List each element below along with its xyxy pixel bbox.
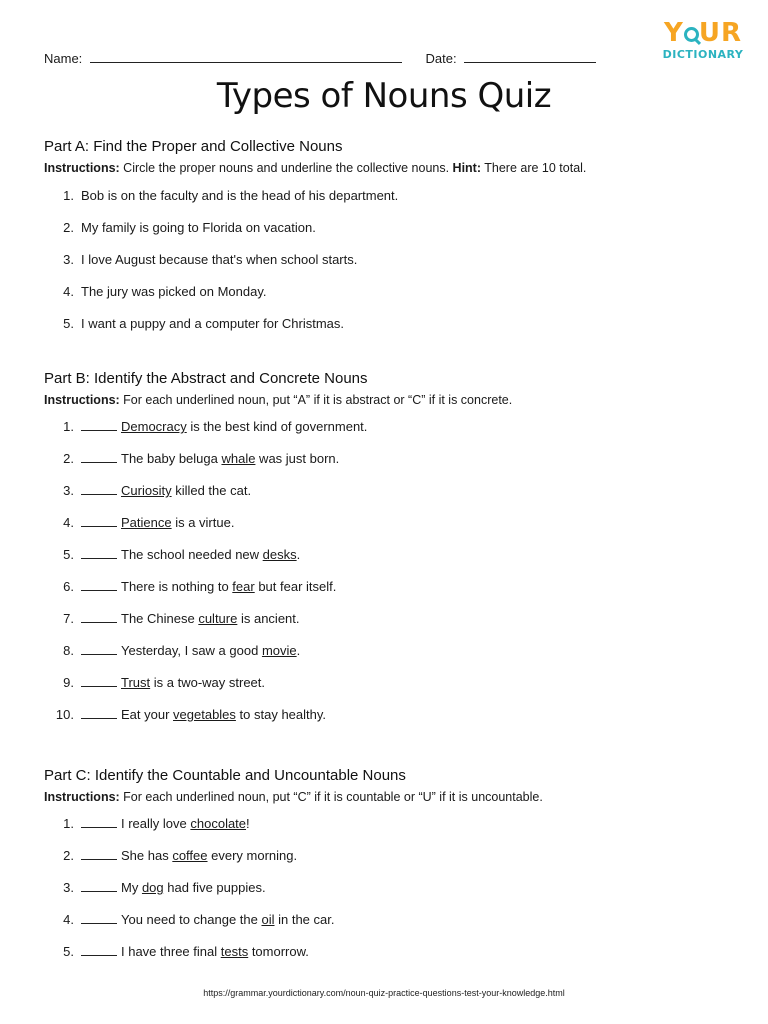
- item-number: 2.: [63, 848, 74, 863]
- item-text: [81, 707, 326, 722]
- sentence-after: !: [246, 816, 250, 831]
- item-number: 7.: [63, 611, 74, 626]
- list-item: [44, 419, 734, 451]
- sentence-before: My: [121, 880, 142, 895]
- part-b-section: [44, 370, 734, 739]
- item-text: [81, 643, 300, 658]
- underlined-noun: desks: [262, 547, 297, 562]
- date-label: Date:: [425, 51, 457, 66]
- item-text: [81, 579, 336, 594]
- sentence-after: had five puppies.: [163, 880, 266, 895]
- sentence-before: I have three final: [121, 944, 221, 959]
- logo-dictionary: DICTIONARY: [662, 48, 744, 61]
- part-b-heading: Part B: Identify the Abstract and Concrete Nouns: [44, 370, 368, 387]
- sentence-before: There is nothing to: [121, 579, 233, 594]
- sentence-before: I really love: [121, 816, 191, 831]
- underlined-noun: chocolate: [190, 816, 247, 831]
- list-item: [44, 188, 734, 220]
- underlined-noun: Trust: [121, 675, 151, 690]
- underlined-noun: coffee: [172, 848, 208, 863]
- sentence-after: is the best kind of government.: [186, 419, 368, 434]
- item-text: [81, 912, 334, 927]
- sentence-before: The school needed new: [121, 547, 263, 562]
- item-text: [81, 944, 309, 959]
- footer-url[interactable]: https://grammar.yourdictionary.com/noun-quiz-practice-questions-test-your-knowledge.html: [203, 988, 565, 998]
- answer-blank[interactable]: [81, 816, 117, 828]
- sentence-before: Yesterday, I saw a good: [121, 643, 262, 658]
- answer-blank[interactable]: [81, 643, 117, 655]
- part-b-instructions: Instructions: For each underlined noun, put “A” if it is abstract or “C” if it is concrete.: [44, 393, 513, 407]
- underlined-noun: vegetables: [173, 707, 236, 722]
- sentence-after: is ancient.: [237, 611, 300, 626]
- item-text: I want a puppy and a computer for Christmas.: [81, 316, 345, 331]
- item-number: 5.: [63, 316, 74, 331]
- sentence-before: You need to change the: [121, 912, 262, 927]
- answer-blank[interactable]: [81, 880, 117, 892]
- item-text: [81, 547, 300, 562]
- item-text: My family is going to Florida on vacation.: [81, 220, 316, 235]
- list-item: [44, 579, 734, 611]
- header-fields: [44, 50, 596, 66]
- part-b-list: [44, 419, 734, 739]
- sentence-after: tomorrow.: [248, 944, 309, 959]
- sentence-after: killed the cat.: [171, 483, 252, 498]
- item-number: 6.: [63, 579, 74, 594]
- item-number: 3.: [63, 880, 74, 895]
- list-item: [44, 611, 734, 643]
- answer-blank[interactable]: [81, 579, 117, 591]
- answer-blank[interactable]: [81, 547, 117, 559]
- item-number: 1.: [63, 188, 74, 203]
- part-a-heading: Part A: Find the Proper and Collective Nouns: [44, 138, 343, 155]
- part-a-section: [44, 138, 734, 348]
- item-number: 4.: [63, 515, 74, 530]
- list-item: [44, 220, 734, 252]
- list-item: [44, 707, 734, 739]
- item-number: 8.: [63, 643, 74, 658]
- answer-blank[interactable]: [81, 483, 117, 495]
- list-item: [44, 547, 734, 579]
- sentence-after: was just born.: [255, 451, 340, 466]
- part-c-list: [44, 816, 734, 976]
- item-text: [81, 880, 266, 895]
- item-number: 3.: [63, 252, 74, 267]
- item-number: 5.: [63, 547, 74, 562]
- list-item: [44, 515, 734, 547]
- list-item: [44, 316, 734, 348]
- answer-blank[interactable]: [81, 944, 117, 956]
- part-c-section: [44, 767, 734, 976]
- logo-your: Y UR: [664, 18, 742, 48]
- underlined-noun: movie: [261, 643, 297, 658]
- list-item: [44, 816, 734, 848]
- underlined-noun: fear: [232, 579, 255, 594]
- underlined-noun: Patience: [121, 515, 172, 530]
- list-item: [44, 451, 734, 483]
- item-text: [81, 675, 265, 690]
- list-item: [44, 643, 734, 675]
- answer-blank[interactable]: [81, 451, 117, 463]
- sentence-before: The baby beluga: [121, 451, 222, 466]
- sentence-after: in the car.: [274, 912, 335, 927]
- item-text: [81, 611, 300, 626]
- underlined-noun: tests: [220, 944, 249, 959]
- sentence-after: to stay healthy.: [235, 707, 327, 722]
- sentence-before: She has: [121, 848, 173, 863]
- name-label: Name:: [44, 51, 83, 66]
- item-number: 1.: [63, 816, 74, 831]
- answer-blank[interactable]: [81, 707, 117, 719]
- item-text: The jury was picked on Monday.: [81, 284, 267, 299]
- list-item: [44, 483, 734, 515]
- item-number: 4.: [63, 912, 74, 927]
- item-number: 2.: [63, 451, 74, 466]
- underlined-noun: culture: [198, 611, 238, 626]
- underlined-noun: Curiosity: [121, 483, 172, 498]
- magnifier-icon: [684, 27, 699, 42]
- sentence-after: is a virtue.: [171, 515, 235, 530]
- page-title: Types of Nouns Quiz: [216, 76, 552, 116]
- part-a-list: [44, 188, 734, 348]
- sentence-after: is a two-way street.: [150, 675, 266, 690]
- item-text: I love August because that's when school starts.: [81, 252, 358, 267]
- sentence-after: every morning.: [207, 848, 298, 863]
- sentence-before: Eat your: [121, 707, 174, 722]
- item-text: [81, 816, 250, 831]
- item-number: 3.: [63, 483, 74, 498]
- answer-blank[interactable]: [81, 611, 117, 623]
- item-number: 9.: [63, 675, 74, 690]
- answer-blank[interactable]: [81, 912, 117, 924]
- list-item: [44, 848, 734, 880]
- answer-blank[interactable]: [81, 675, 117, 687]
- part-c-heading: Part C: Identify the Countable and Uncountable Nouns: [44, 767, 406, 784]
- underlined-noun: Democracy: [121, 419, 187, 434]
- part-c-instructions: Instructions: For each underlined noun, put “C” if it is countable or “U” if it is uncountable.: [44, 790, 543, 804]
- underlined-noun: dog: [141, 880, 164, 895]
- list-item: [44, 252, 734, 284]
- item-number: 10.: [55, 707, 74, 722]
- item-number: 1.: [63, 419, 74, 434]
- sentence-after: but fear itself.: [254, 579, 337, 594]
- part-a-instructions: Instructions: Circle the proper nouns and underline the collective nouns. Hint: There are 10 total.: [44, 161, 587, 175]
- list-item: [44, 912, 734, 944]
- item-text: [81, 848, 297, 863]
- item-text: [81, 419, 367, 434]
- list-item: [44, 284, 734, 316]
- item-number: 4.: [63, 284, 74, 299]
- sentence-after: .: [296, 547, 301, 562]
- item-text: [81, 451, 339, 466]
- yourdictionary-logo[interactable]: [656, 20, 750, 61]
- list-item: [44, 675, 734, 707]
- item-number: 2.: [63, 220, 74, 235]
- underlined-noun: whale: [221, 451, 256, 466]
- answer-blank[interactable]: [81, 848, 117, 860]
- answer-blank[interactable]: [81, 419, 117, 431]
- item-text: [81, 515, 234, 530]
- list-item: [44, 880, 734, 912]
- item-text: [81, 483, 251, 498]
- item-number: 5.: [63, 944, 74, 959]
- name-field[interactable]: [90, 50, 402, 63]
- sentence-before: The Chinese: [121, 611, 199, 626]
- answer-blank[interactable]: [81, 515, 117, 527]
- date-field[interactable]: [464, 50, 596, 63]
- item-text: Bob is on the faculty and is the head of his department.: [81, 188, 399, 203]
- list-item: [44, 944, 734, 976]
- underlined-noun: oil: [261, 912, 275, 927]
- sentence-after: .: [296, 643, 301, 658]
